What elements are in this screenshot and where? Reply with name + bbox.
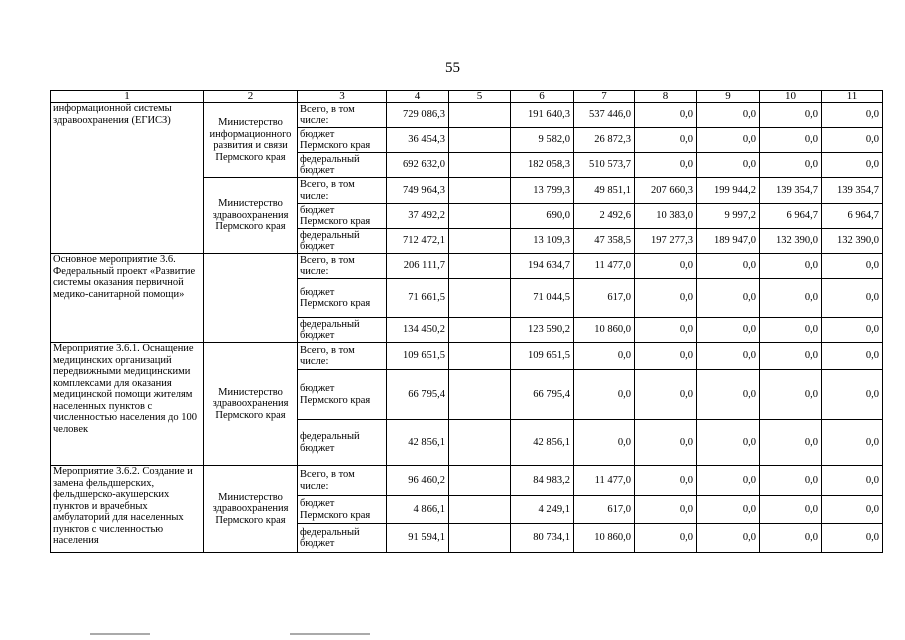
amount-cell-c4: 206 111,7: [387, 254, 449, 279]
amount-cell-c8: 0,0: [635, 420, 697, 466]
scan-artifact: [290, 633, 370, 635]
amount-cell-c6: 9 582,0: [511, 128, 574, 153]
amount-cell-c7: 0,0: [574, 370, 635, 420]
amount-cell-c8: 0,0: [635, 103, 697, 128]
amount-cell-c5: [449, 524, 511, 553]
amount-cell-c5: [449, 103, 511, 128]
amount-cell-c7: 10 860,0: [574, 524, 635, 553]
amount-cell-c4: 66 795,4: [387, 370, 449, 420]
amount-cell-c7: 617,0: [574, 496, 635, 524]
funding-source-cell: бюджет Пермского края: [298, 128, 387, 153]
amount-cell-c4: 109 651,5: [387, 343, 449, 370]
amount-cell-c8: 0,0: [635, 128, 697, 153]
amount-cell-c5: [449, 204, 511, 229]
amount-cell-c9: 0,0: [697, 343, 760, 370]
amount-cell-c7: 510 573,7: [574, 153, 635, 178]
amount-cell-c9: 0,0: [697, 420, 760, 466]
amount-cell-c5: [449, 254, 511, 279]
amount-cell-c4: 134 450,2: [387, 318, 449, 343]
amount-cell-c4: 91 594,1: [387, 524, 449, 553]
amount-cell-c5: [449, 496, 511, 524]
amount-cell-c6: 4 249,1: [511, 496, 574, 524]
scan-artifact: [90, 633, 150, 635]
funding-source-cell: Всего, в том числе:: [298, 466, 387, 496]
executor-cell: Министерство здравоохранения Пермского края: [204, 178, 298, 254]
amount-cell-c8: 0,0: [635, 524, 697, 553]
amount-cell-c11: 0,0: [822, 279, 883, 318]
funding-source-cell: федеральный бюджет: [298, 420, 387, 466]
amount-cell-c10: 0,0: [760, 254, 822, 279]
amount-cell-c8: 0,0: [635, 496, 697, 524]
funding-source-cell: Всего, в том числе:: [298, 103, 387, 128]
amount-cell-c10: 139 354,7: [760, 178, 822, 204]
amount-cell-c10: 0,0: [760, 420, 822, 466]
header-cell: 5: [449, 91, 511, 103]
amount-cell-c6: 13 799,3: [511, 178, 574, 204]
amount-cell-c5: [449, 128, 511, 153]
amount-cell-c5: [449, 466, 511, 496]
amount-cell-c10: 0,0: [760, 128, 822, 153]
amount-cell-c5: [449, 178, 511, 204]
amount-cell-c5: [449, 153, 511, 178]
amount-cell-c9: 0,0: [697, 496, 760, 524]
amount-cell-c7: 49 851,1: [574, 178, 635, 204]
amount-cell-c7: 0,0: [574, 420, 635, 466]
amount-cell-c7: 47 358,5: [574, 229, 635, 254]
funding-source-cell: федеральный бюджет: [298, 318, 387, 343]
amount-cell-c9: 0,0: [697, 370, 760, 420]
header-cell: 8: [635, 91, 697, 103]
amount-cell-c7: 11 477,0: [574, 254, 635, 279]
header-cell: 11: [822, 91, 883, 103]
amount-cell-c11: 0,0: [822, 370, 883, 420]
header-cell: 6: [511, 91, 574, 103]
amount-cell-c10: 0,0: [760, 279, 822, 318]
funding-source-cell: федеральный бюджет: [298, 524, 387, 553]
amount-cell-c10: 0,0: [760, 343, 822, 370]
amount-cell-c11: 0,0: [822, 318, 883, 343]
funding-source-cell: федеральный бюджет: [298, 153, 387, 178]
activity-name-cell: Мероприятие 3.6.2. Создание и замена фельдшерских, фельдшерско-акушерских пунктов и врачебных амбулаторий для населенных пунктов с численностью населения: [51, 466, 204, 553]
amount-cell-c4: 729 086,3: [387, 103, 449, 128]
amount-cell-c8: 10 383,0: [635, 204, 697, 229]
amount-cell-c9: 0,0: [697, 153, 760, 178]
amount-cell-c11: 6 964,7: [822, 204, 883, 229]
table-row: [51, 343, 883, 370]
header-cell: 2: [204, 91, 298, 103]
funding-source-cell: Всего, в том числе:: [298, 178, 387, 204]
amount-cell-c6: 66 795,4: [511, 370, 574, 420]
amount-cell-c6: 182 058,3: [511, 153, 574, 178]
executor-cell: Министерство здравоохранения Пермского края: [204, 343, 298, 466]
header-cell: 1: [51, 91, 204, 103]
amount-cell-c11: 0,0: [822, 420, 883, 466]
budget-table: [50, 90, 883, 553]
funding-source-cell: бюджет Пермского края: [298, 204, 387, 229]
amount-cell-c6: 42 856,1: [511, 420, 574, 466]
header-cell: 4: [387, 91, 449, 103]
amount-cell-c5: [449, 279, 511, 318]
amount-cell-c5: [449, 318, 511, 343]
amount-cell-c4: 4 866,1: [387, 496, 449, 524]
amount-cell-c8: 0,0: [635, 153, 697, 178]
amount-cell-c7: 0,0: [574, 343, 635, 370]
page-number: 55: [445, 60, 460, 76]
table-row: [51, 466, 883, 496]
executor-cell: Министерство здравоохранения Пермского края: [204, 466, 298, 553]
amount-cell-c4: 712 472,1: [387, 229, 449, 254]
amount-cell-c10: 6 964,7: [760, 204, 822, 229]
activity-name-cell: Мероприятие 3.6.1. Оснащение медицинских организаций передвижными медицинскими комплексами для оказания медицинской помощи жителям населенных пунктов с численностью населения до 100 человек: [51, 343, 204, 466]
amount-cell-c9: 0,0: [697, 128, 760, 153]
header-cell: 3: [298, 91, 387, 103]
amount-cell-c6: 80 734,1: [511, 524, 574, 553]
amount-cell-c8: 0,0: [635, 254, 697, 279]
amount-cell-c10: 0,0: [760, 496, 822, 524]
amount-cell-c4: 37 492,2: [387, 204, 449, 229]
amount-cell-c7: 2 492,6: [574, 204, 635, 229]
amount-cell-c4: 96 460,2: [387, 466, 449, 496]
amount-cell-c10: 0,0: [760, 524, 822, 553]
amount-cell-c4: 36 454,3: [387, 128, 449, 153]
amount-cell-c6: 84 983,2: [511, 466, 574, 496]
activity-name-cell: Основное мероприятие 3.6. Федеральный проект «Развитие системы оказания первичной медико-санитарной помощи»: [51, 254, 204, 343]
amount-cell-c8: 0,0: [635, 466, 697, 496]
funding-source-cell: бюджет Пермского края: [298, 279, 387, 318]
table-row: [51, 103, 883, 128]
amount-cell-c5: [449, 420, 511, 466]
amount-cell-c10: 0,0: [760, 318, 822, 343]
amount-cell-c9: 0,0: [697, 254, 760, 279]
amount-cell-c11: 0,0: [822, 343, 883, 370]
amount-cell-c10: 0,0: [760, 466, 822, 496]
amount-cell-c7: 10 860,0: [574, 318, 635, 343]
amount-cell-c7: 617,0: [574, 279, 635, 318]
amount-cell-c9: 0,0: [697, 524, 760, 553]
amount-cell-c10: 0,0: [760, 103, 822, 128]
amount-cell-c7: 11 477,0: [574, 466, 635, 496]
funding-source-cell: Всего, в том числе:: [298, 254, 387, 279]
amount-cell-c9: 9 997,2: [697, 204, 760, 229]
amount-cell-c6: 194 634,7: [511, 254, 574, 279]
table-row: [51, 254, 883, 279]
header-cell: 9: [697, 91, 760, 103]
amount-cell-c5: [449, 370, 511, 420]
amount-cell-c11: 0,0: [822, 466, 883, 496]
amount-cell-c9: 199 944,2: [697, 178, 760, 204]
amount-cell-c11: 0,0: [822, 254, 883, 279]
amount-cell-c9: 0,0: [697, 466, 760, 496]
amount-cell-c4: 71 661,5: [387, 279, 449, 318]
amount-cell-c6: 13 109,3: [511, 229, 574, 254]
amount-cell-c11: 0,0: [822, 496, 883, 524]
amount-cell-c11: 0,0: [822, 153, 883, 178]
amount-cell-c11: 139 354,7: [822, 178, 883, 204]
amount-cell-c6: 123 590,2: [511, 318, 574, 343]
amount-cell-c6: 191 640,3: [511, 103, 574, 128]
funding-source-cell: бюджет Пермского края: [298, 496, 387, 524]
amount-cell-c4: 692 632,0: [387, 153, 449, 178]
amount-cell-c10: 132 390,0: [760, 229, 822, 254]
amount-cell-c8: 197 277,3: [635, 229, 697, 254]
funding-source-cell: бюджет Пермского края: [298, 370, 387, 420]
funding-source-cell: федеральный бюджет: [298, 229, 387, 254]
amount-cell-c11: 0,0: [822, 128, 883, 153]
amount-cell-c9: 189 947,0: [697, 229, 760, 254]
amount-cell-c8: 207 660,3: [635, 178, 697, 204]
amount-cell-c11: 0,0: [822, 524, 883, 553]
amount-cell-c9: 0,0: [697, 103, 760, 128]
amount-cell-c5: [449, 343, 511, 370]
amount-cell-c8: 0,0: [635, 279, 697, 318]
amount-cell-c9: 0,0: [697, 279, 760, 318]
amount-cell-c6: 71 044,5: [511, 279, 574, 318]
amount-cell-c9: 0,0: [697, 318, 760, 343]
amount-cell-c4: 42 856,1: [387, 420, 449, 466]
executor-cell: [204, 254, 298, 343]
amount-cell-c11: 132 390,0: [822, 229, 883, 254]
amount-cell-c8: 0,0: [635, 370, 697, 420]
amount-cell-c11: 0,0: [822, 103, 883, 128]
amount-cell-c6: 109 651,5: [511, 343, 574, 370]
header-row: [51, 91, 883, 103]
amount-cell-c6: 690,0: [511, 204, 574, 229]
amount-cell-c8: 0,0: [635, 318, 697, 343]
amount-cell-c10: 0,0: [760, 153, 822, 178]
header-cell: 7: [574, 91, 635, 103]
amount-cell-c4: 749 964,3: [387, 178, 449, 204]
activity-name-cell: информационной системы здравоохранения (ЕГИСЗ): [51, 103, 204, 254]
amount-cell-c7: 26 872,3: [574, 128, 635, 153]
amount-cell-c5: [449, 229, 511, 254]
amount-cell-c8: 0,0: [635, 343, 697, 370]
executor-cell: Министерство информационного развития и связи Пермского края: [204, 103, 298, 178]
funding-source-cell: Всего, в том числе:: [298, 343, 387, 370]
amount-cell-c10: 0,0: [760, 370, 822, 420]
header-cell: 10: [760, 91, 822, 103]
amount-cell-c7: 537 446,0: [574, 103, 635, 128]
